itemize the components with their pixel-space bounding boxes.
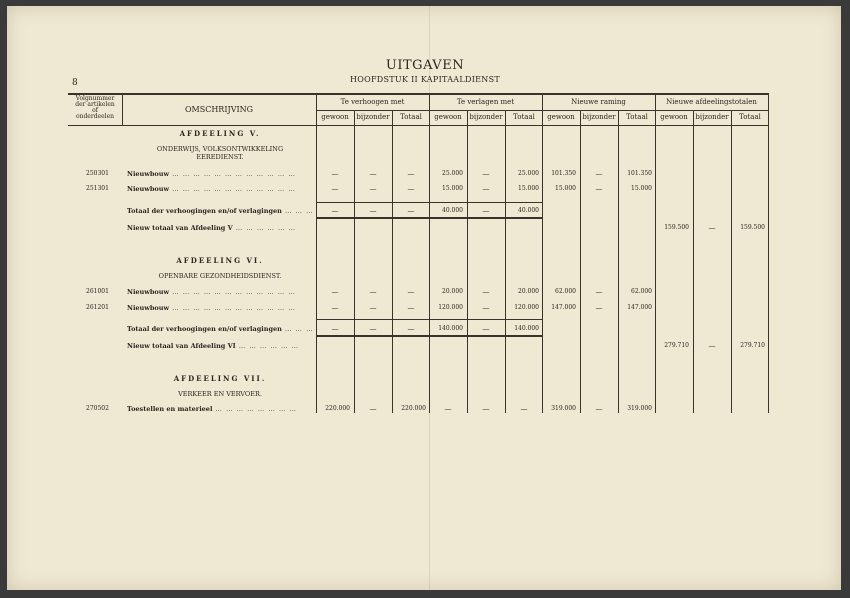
row-label: Nieuw totaal van Afdeeling V: [127, 224, 233, 232]
section-subheading: EEREDIENST.: [196, 153, 244, 161]
table-row: [127, 304, 296, 312]
table-cell-value: 159.500: [664, 224, 689, 231]
table-row: [127, 170, 296, 178]
subcol-header-bijzonder: bijzonder: [695, 113, 729, 121]
section-subheading: OPENBARE GEZONDHEIDSDIENST.: [158, 272, 282, 280]
table-cell-value: 15.000: [518, 185, 539, 192]
subcol-header-bijzonder: bijzonder: [469, 113, 503, 121]
leader-dots: … … … … … … … … … … … …: [169, 304, 296, 312]
page-number: 8: [72, 78, 78, 88]
table-cell-dash: —: [444, 405, 452, 413]
table-cell-dash: —: [482, 304, 490, 312]
table-cell-dash: —: [331, 325, 339, 333]
table-cell-dash: —: [595, 405, 603, 413]
new-total-row: [127, 224, 296, 232]
new-total-row: [127, 342, 299, 350]
leader-dots: … … …: [281, 325, 314, 333]
column-rule: [316, 93, 317, 413]
subcol-header-gewoon: gewoon: [547, 113, 575, 121]
table-cell-dash: —: [407, 170, 415, 178]
column-rule: [655, 93, 656, 413]
total-row: [127, 325, 314, 333]
row-label: Nieuwbouw: [127, 288, 170, 296]
table-cell-value: 62.000: [555, 288, 576, 295]
section-heading: AFDEELING VII.: [173, 374, 267, 383]
section-subheading: VERKEER EN VERVOER.: [178, 390, 262, 398]
table-cell-dash: —: [369, 170, 377, 178]
row-label: Totaal der verhoogingen en/of verlagingen: [127, 207, 282, 215]
table-cell-value: 120.000: [514, 304, 539, 311]
column-rule: [542, 93, 543, 413]
article-code: 261201: [86, 304, 109, 311]
table-cell-dash: —: [369, 325, 377, 333]
subcol-header-gewoon: gewoon: [660, 113, 688, 121]
table-cell-value: 25.000: [518, 170, 539, 177]
column-rule: [467, 110, 468, 413]
subcol-header-bijzonder: bijzonder: [356, 113, 390, 121]
leader-dots: … … … … … … … … … … … …: [169, 185, 296, 193]
table-cell-value: 40.000: [518, 207, 539, 214]
table-cell-dash: —: [520, 405, 528, 413]
article-code: 250301: [86, 170, 109, 177]
table-cell-dash: —: [331, 170, 339, 178]
table-row: [127, 185, 296, 193]
table-cell-dash: —: [331, 288, 339, 296]
table-cell-value: 279.710: [740, 342, 765, 349]
table-cell-value: 319.000: [551, 405, 576, 412]
leader-dots: … … …: [281, 207, 314, 215]
row-label: Nieuwbouw: [127, 304, 170, 312]
table-cell-dash: —: [369, 405, 377, 413]
total-rule: [316, 319, 542, 320]
column-rule: [505, 110, 506, 413]
table-cell-dash: —: [331, 185, 339, 193]
total-rule: [316, 217, 542, 219]
col-nr-header: Volgnummer der artikelen of onderdeelen: [75, 95, 115, 120]
table-cell-dash: —: [708, 342, 716, 350]
table-cell-dash: —: [595, 288, 603, 296]
table-cell-dash: —: [407, 185, 415, 193]
table-cell-value: 15.000: [631, 185, 652, 192]
table-row: [127, 288, 296, 296]
table-top-rule: [68, 93, 768, 95]
column-rule: [429, 93, 430, 413]
table-cell-value: 220.000: [401, 405, 426, 412]
column-rule: [580, 110, 581, 413]
leader-dots: … … … … … …: [232, 224, 297, 232]
header-bottom-rule: [68, 125, 768, 126]
row-label: Nieuw totaal van Afdeeling VI: [127, 342, 236, 350]
table-cell-value: 101.350: [627, 170, 652, 177]
total-row: [127, 207, 314, 215]
table-cell-dash: —: [482, 185, 490, 193]
row-label: Nieuwbouw: [127, 185, 170, 193]
subcol-header-totaal: Totaal: [739, 113, 761, 121]
subcol-header-gewoon: gewoon: [321, 113, 349, 121]
table-cell-value: 147.000: [551, 304, 576, 311]
table-cell-value: 15.000: [442, 185, 463, 192]
table-cell-dash: —: [595, 185, 603, 193]
table-cell-dash: —: [595, 170, 603, 178]
table-cell-value: 147.000: [627, 304, 652, 311]
leader-dots: … … … … … … … … … … … …: [169, 288, 296, 296]
table-cell-dash: —: [407, 325, 415, 333]
table-cell-dash: —: [482, 405, 490, 413]
table-cell-dash: —: [369, 185, 377, 193]
table-cell-dash: —: [331, 207, 339, 215]
table-cell-value: 20.000: [518, 288, 539, 295]
table-cell-dash: —: [369, 288, 377, 296]
table-cell-dash: —: [407, 207, 415, 215]
table-cell-value: 40.000: [442, 207, 463, 214]
subcol-header-totaal: Totaal: [513, 113, 535, 121]
leader-dots: … … … … … …: [235, 342, 300, 350]
table-cell-value: 20.000: [442, 288, 463, 295]
column-rule: [122, 93, 123, 125]
group-header-increase: Te verhoogen met: [340, 98, 405, 106]
column-rule: [392, 110, 393, 413]
subcol-header-totaal: Totaal: [400, 113, 422, 121]
leader-dots: … … … … … … … … … … … …: [169, 170, 296, 178]
table-cell-value: 159.500: [740, 224, 765, 231]
article-code: 270502: [86, 405, 109, 412]
group-header-decrease: Te verlagen met: [456, 98, 515, 106]
page-subtitle: HOOFDSTUK II KAPITAALDIENST: [349, 75, 501, 84]
section-heading: AFDEELING V.: [179, 129, 261, 138]
subcol-header-gewoon: gewoon: [434, 113, 462, 121]
row-label: Nieuwbouw: [127, 170, 170, 178]
group-header-section-totals: Nieuwe afdeelingstotalen: [666, 98, 757, 106]
article-code: 251301: [86, 185, 109, 192]
section-heading: AFDEELING VI.: [176, 256, 264, 265]
table-cell-value: 140.000: [514, 325, 539, 332]
table-cell-value: 220.000: [325, 405, 350, 412]
subcol-header-bijzonder: bijzonder: [582, 113, 616, 121]
group-header-new-estimate: Nieuwe raming: [571, 98, 626, 106]
table-row: [127, 405, 297, 413]
section-subheading: ONDERWIJS, VOLKSONTWIKKELING: [156, 145, 284, 153]
col-desc-header: OMSCHRIJVING: [184, 105, 254, 114]
column-rule: [693, 110, 694, 413]
table-cell-value: 120.000: [438, 304, 463, 311]
row-label: Toestellen en materieel: [127, 405, 213, 413]
table-cell-dash: —: [331, 304, 339, 312]
table-cell-dash: —: [369, 304, 377, 312]
subcol-header-totaal: Totaal: [626, 113, 648, 121]
column-rule: [768, 93, 769, 413]
leader-dots: … … … … … … … …: [212, 405, 297, 413]
table-cell-value: 15.000: [555, 185, 576, 192]
table-cell-value: 25.000: [442, 170, 463, 177]
table-cell-value: 62.000: [631, 288, 652, 295]
table-cell-dash: —: [595, 304, 603, 312]
table-cell-dash: —: [482, 325, 490, 333]
column-rule: [731, 110, 732, 413]
table-cell-dash: —: [369, 207, 377, 215]
row-label: Totaal der verhoogingen en/of verlagingen: [127, 325, 282, 333]
table-cell-value: 140.000: [438, 325, 463, 332]
table-cell-dash: —: [482, 207, 490, 215]
column-rule: [618, 110, 619, 413]
table-cell-dash: —: [482, 288, 490, 296]
table-cell-dash: —: [482, 170, 490, 178]
table-cell-value: 319.000: [627, 405, 652, 412]
table-cell-value: 101.350: [551, 170, 576, 177]
article-code: 261001: [86, 288, 109, 295]
table-cell-dash: —: [407, 288, 415, 296]
total-rule: [316, 202, 542, 203]
total-rule: [316, 335, 542, 337]
page-title: UITGAVEN: [385, 58, 465, 73]
table-cell-dash: —: [708, 224, 716, 232]
table-cell-value: 279.710: [664, 342, 689, 349]
table-cell-dash: —: [407, 304, 415, 312]
column-rule: [354, 110, 355, 413]
